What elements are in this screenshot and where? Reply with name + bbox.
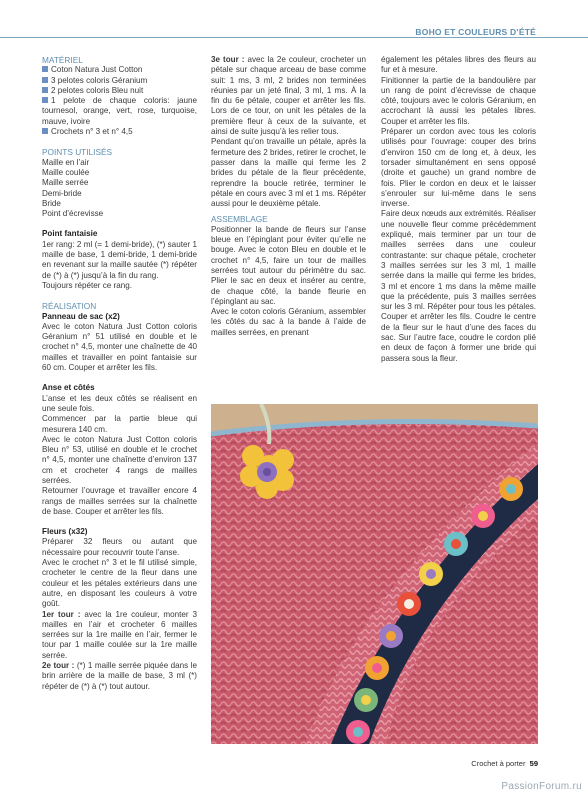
tour-3: 3e tour : avec la 2e couleur, crocheter un pétale sur chaque arceau de base comme suit: 1 ms, 3 ml, 2 brides non terminées réunies par un jeté final, 3 ml, 1 ms. À la fin du 6e pétale, couper et arrêter les fils. Lors de ce tour, on unit les pétales de la première fleur à ceux de la suivante, et ainsi de suite jusqu’à les relier tous.: [211, 55, 366, 137]
anse-text: Retourner l’ouvrage et travailler encore 4 rangs de mailles serrées sur la chaînette de base. Couper et arrêter les fils.: [42, 486, 197, 516]
col3-text: Préparer un cordon avec tous les coloris utilisés pour l’ouvrage: couper des brins d’environ 150 cm de long et, à deux, les torsader simultanément en sens opposé (droite et gauche) un grand nombre de fois. Plier le cordon en deux et le laisser s’enrouler sur lui-même dans le sens inverse.: [381, 127, 536, 209]
anse-heading: Anse et côtés: [42, 383, 95, 393]
materiel-item: Coton Natura Just Cotton: [42, 65, 197, 75]
fleurs-heading: Fleurs (x32): [42, 527, 88, 537]
point-item: Maille coulée: [42, 167, 90, 177]
materiel-item: 2 pelotes coloris Bleu nuit: [42, 86, 197, 96]
col3-text: Faire deux nœuds aux extrémités. Réaliser une nouvelle fleur comme précédemment expliqué, mais terminer par un tour de mailles serrées dans une couleur contrastante: sur chaque pétale, crocheter 3 mailles serrées sur les 3 ml, 1 maille serrée dans la maille qui ferme les brides, 3 ml et encore 1 ms dans la même maille que la précédente, puis 3 mailles serrées sur les 3 ml. Répéter pour tous les pétales. Couper et arrêter les fils. Coudre le centre de la fleur sur le haut d’une des faces du sac. Sur l’autre face, coudre le cordon plié en deux de façon à former une bride qui passera sous la fleur.: [381, 209, 536, 363]
panneau-text: Avec le coton Natura Just Cotton coloris Géranium n° 51 utilisé en double et le crochet n° 4,5, monter une chaînette de 40 mailles et travailler en point fantaisie sur 60 cm. Couper et arrêter les fils.: [42, 321, 197, 373]
assemblage-text: Positionner la bande de fleurs sur l’anse bleue en l’épinglant pour éviter qu’elle ne bouge. Avec le coton Bleu en double et le crochet n° 4,5, faire un tour de mailles serrées tout autour du périmètre du sac. Plier le sac en deux et insérer au centre, de chaque côté, la bande fleurie en l’épinglant au sac.: [211, 224, 366, 306]
header-rule: [0, 37, 588, 38]
panneau-heading: Panneau de sac (x2): [42, 311, 120, 321]
tour-2: 2e tour : (*) 1 maille serrée piquée dans le brin arrière de la maille de base, 3 ml (*) répéter de (*) à (*) tout autour.: [42, 661, 197, 691]
bullet-square-icon: [42, 66, 48, 72]
tour-3-text-2: Pendant qu’on travaille un pétale, après la fermeture des 2 brides, retirer le crochet, le passer dans la maille qui ferme les 2 brides du pétale de la fleur précédente, reprendre la boucle retirée, terminer le pétale en cours avec 3 ml et 1 ms. Répéter aussi pour le deuxième pétale.: [211, 137, 366, 209]
points-heading: POINTS UTILISÉS: [42, 147, 113, 158]
fleurs-text: Préparer 32 fleurs ou autant que nécessaire pour recouvrir toute l’anse.: [42, 537, 197, 557]
column-2: [211, 55, 366, 338]
page-footer: Crochet à porter 59: [471, 759, 538, 768]
col3-text: également les pétales libres des fleurs au fur et à mesure.: [381, 55, 536, 75]
anse-text: Avec le coton Natura Just Cotton coloris Bleu n° 53, utilisé en double et le crochet n° 4,5, monter une chaînette d’environ 137 cm et crocheter 4 rangs de mailles serrées.: [42, 434, 197, 485]
materiel-item: Crochets n° 3 et n° 4,5: [42, 127, 197, 137]
point-fantaisie-heading: Point fantaisie: [42, 229, 98, 239]
point-item: Bride: [42, 198, 61, 208]
column-3: [381, 55, 536, 364]
point-fantaisie-text-2: Toujours répéter ce rang.: [42, 280, 132, 290]
crochet-bag-illustration: [211, 404, 538, 744]
realisation-heading: RÉALISATION: [42, 301, 97, 312]
tour-1: 1er tour : avec la 1re couleur, monter 3 mailles en l’air et crocheter 6 mailles serrées sur la 1re maille en l’air, fermer le tour par 1 maille coulée sur la 1re maille serrée.: [42, 609, 197, 660]
watermark: PassionForum.ru: [501, 781, 582, 792]
column-1: [42, 55, 197, 692]
materiel-heading: MATÉRIEL: [42, 55, 83, 65]
point-fantaisie-text: 1er rang: 2 ml (= 1 demi-bride), (*) sauter 1 maille de base, 1 demi-bride, 1 demi-bride en revenant sur la maille sautée (*) répéter de (*) à (*) jusqu’à la fin du rang.: [42, 239, 197, 280]
point-item: Point d’écrevisse: [42, 209, 104, 219]
assemblage-text: Avec le coton coloris Géranium, assembler les côtés du sac à la bande à l’aide de mailles serrées, en prenant: [211, 307, 366, 337]
bullet-square-icon: [42, 97, 48, 103]
materiel-item: 1 pelote de chaque coloris: jaune tournesol, orange, vert, rose, turquoise, mauve, ivoire: [42, 96, 197, 126]
running-header: BOHO ET COULEURS D’ÉTÉ: [415, 27, 536, 37]
bullet-square-icon: [42, 77, 48, 83]
fleurs-text: Avec le crochet n° 3 et le fil utilisé simple, crocheter le centre de la fleur dans une couleur et les pétales extérieurs dans une autre, en disposant les couleurs à votre goût.: [42, 558, 197, 609]
assemblage-heading: ASSEMBLAGE: [211, 214, 268, 225]
bag-photo: [211, 404, 538, 744]
bullet-square-icon: [42, 128, 48, 134]
point-item: Demi-bride: [42, 188, 82, 198]
point-item: Maille serrée: [42, 178, 89, 188]
col3-text: Finitionner la partie de la bandoulière par un rang de point d’écrevisse de chaque côté, toujours avec le coloris Géranium, en accrochant là aussi les pétales libres. Couper et arrêter les fils.: [381, 75, 536, 126]
materiel-item: 3 pelotes coloris Géranium: [42, 76, 197, 86]
point-item: Maille en l’air: [42, 157, 90, 167]
bullet-square-icon: [42, 87, 48, 93]
anse-text: Commencer par la partie bleue qui mesurera 140 cm.: [42, 414, 197, 434]
anse-text: L’anse et les deux côtés se réalisent en une seule fois.: [42, 393, 197, 413]
